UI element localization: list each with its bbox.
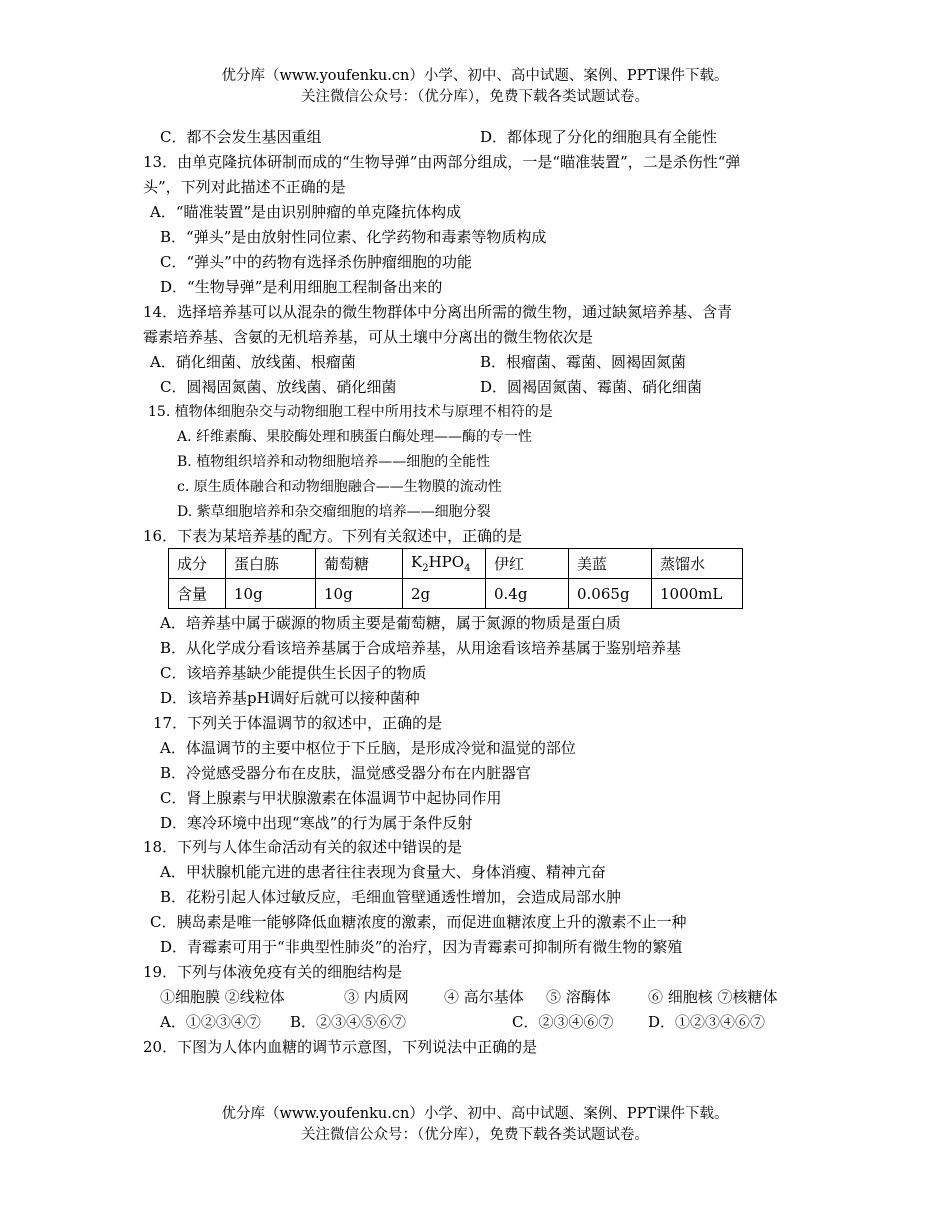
header-line-1: 优分库（www.youfenku.cn）小学、初中、高中试题、案例、PPT课件下载。	[221, 68, 729, 84]
q12-option-d: D．都体现了分化的细胞具有全能性	[480, 128, 718, 146]
q14-option-d: D．圆褐固氮菌、霉菌、硝化细菌	[480, 378, 703, 396]
q19-items-3: ④ 高尔基体	[444, 988, 524, 1006]
q19-items-4: ⑤ 溶酶体	[546, 988, 611, 1006]
q20-stem: 20．下图为人体内血糖的调节示意图，下列说法中正确的是	[143, 1038, 538, 1056]
table-cell: 葡萄糖	[316, 549, 403, 579]
q14-option-a: A．硝化细菌、放线菌、根瘤菌	[150, 353, 356, 371]
q17-option-b: B．冷觉感受器分布在皮肤，温觉感受器分布在内脏器官	[160, 764, 532, 782]
q19-items-5: ⑥ 细胞核 ⑦核糖体	[648, 988, 778, 1006]
q15-option-a: A. 纤维素酶、果胶酶处理和胰蛋白酶处理——酶的专一性	[177, 429, 533, 445]
table-cell: 10g	[226, 579, 316, 609]
table-cell: 含量	[169, 579, 226, 609]
q17-option-c: C．肾上腺素与甲状腺激素在体温调节中起协同作用	[160, 789, 502, 807]
table-cell: 0.065g	[569, 579, 652, 609]
q17-option-d: D．寒冷环境中出现“寒战”的行为属于条件反射	[160, 814, 473, 832]
q13-option-a: A．“瞄准装置”是由识别肿瘤的单克隆抗体构成	[150, 203, 462, 221]
q19-option-c: C．②③④⑥⑦	[512, 1013, 614, 1031]
table-cell: 蒸馏水	[652, 549, 743, 579]
q15-option-d: D. 紫草细胞培养和杂交瘤细胞的培养——细胞分裂	[177, 504, 491, 520]
q17-stem: 17．下列关于体温调节的叙述中，正确的是	[153, 714, 443, 732]
q19-items-2: ③ 内质网	[344, 988, 409, 1006]
q16-option-c: C．该培养基缺少能提供生长因子的物质	[160, 664, 427, 682]
q19-option-b: B．②③④⑤⑥⑦	[290, 1013, 407, 1031]
q15-stem: 15. 植物体细胞杂交与动物细胞工程中所用技术与原理不相符的是	[148, 404, 553, 420]
q12-option-c: C．都不会发生基因重组	[160, 128, 322, 146]
page-footer	[0, 1104, 950, 1146]
q19-option-a: A．①②③④⑦	[160, 1013, 261, 1031]
q16-stem: 16．下表为某培养基的配方。下列有关叙述中，正确的是	[143, 527, 523, 545]
table-cell: 2g	[403, 579, 486, 609]
culture-medium-table	[168, 548, 743, 609]
q13-option-d: D．“生物导弹”是利用细胞工程制备出来的	[160, 278, 443, 296]
q18-option-a: A．甲状腺机能亢进的患者往往表现为食量大、身体消瘦、精神亢奋	[160, 863, 606, 881]
page-header	[0, 66, 950, 108]
table-cell: 0.4g	[486, 579, 569, 609]
q16-option-d: D．该培养基pH调好后就可以接种菌种	[160, 689, 420, 707]
q18-option-b: B．花粉引起人体过敏反应，毛细血管壁通透性增加，会造成局部水肿	[160, 888, 622, 906]
table-cell-k2hpo4: $K_2HPO_4$	[403, 549, 486, 579]
header-line-2: 关注微信公众号：（优分库），免费下载各类试题试卷。	[301, 89, 649, 105]
q18-option-c: C．胰岛素是唯一能够降低血糖浓度的激素，而促进血糖浓度上升的激素不止一种	[150, 913, 687, 931]
table-cell: 美蓝	[569, 549, 652, 579]
q16-option-b: B．从化学成分看该培养基属于合成培养基，从用途看该培养基属于鉴别培养基	[160, 639, 682, 657]
q14-stem-line-2: 霉素培养基、含氨的无机培养基，可从土壤中分离出的微生物依次是	[143, 328, 594, 346]
q15-option-c: c. 原生质体融合和动物细胞融合——生物膜的流动性	[177, 479, 502, 495]
table-cell: 10g	[316, 579, 403, 609]
q14-option-c: C．圆褐固氮菌、放线菌、硝化细菌	[160, 378, 397, 396]
q16-option-a: A．培养基中属于碳源的物质主要是葡萄糖，属于氮源的物质是蛋白质	[160, 614, 621, 632]
q13-option-c: C．“弹头”中的药物有选择杀伤肿瘤细胞的功能	[160, 253, 472, 271]
table-cell: 成分	[169, 549, 226, 579]
q19-option-d: D．①②③④⑥⑦	[648, 1013, 766, 1031]
q14-stem-line-1: 14．选择培养基可以从混杂的微生物群体中分离出所需的微生物，通过缺氮培养基、含青	[143, 303, 733, 321]
q17-option-a: A．体温调节的主要中枢位于下丘脑，是形成冷觉和温觉的部位	[160, 739, 576, 757]
q14-option-b: B．根瘤菌、霉菌、圆褐固氮菌	[480, 353, 687, 371]
table-cell: 蛋白胨	[226, 549, 316, 579]
q13-stem-line-1: 13．由单克隆抗体研制而成的“生物导弹”由两部分组成，一是“瞄准装置”，二是杀伤性“弹	[143, 153, 741, 171]
q19-items-1: ①细胞膜 ②线粒体	[160, 988, 285, 1006]
footer-line-2: 关注微信公众号：（优分库），免费下载各类试题试卷。	[301, 1127, 649, 1143]
table-cell: 伊红	[486, 549, 569, 579]
q18-stem: 18．下列与人体生命活动有关的叙述中错误的是	[143, 838, 463, 856]
q18-option-d: D．青霉素可用于“非典型性肺炎”的治疗，因为青霉素可抑制所有微生物的繁殖	[160, 938, 683, 956]
q19-stem: 19．下列与体液免疫有关的细胞结构是	[143, 963, 403, 981]
q13-option-b: B．“弹头”是由放射性同位素、化学药物和毒素等物质构成	[160, 228, 547, 246]
q15-option-b: B. 植物组织培养和动物细胞培养——细胞的全能性	[177, 454, 491, 470]
footer-line-1: 优分库（www.youfenku.cn）小学、初中、高中试题、案例、PPT课件下载。	[221, 1106, 729, 1122]
table-row	[169, 579, 743, 609]
table-cell: 1000mL	[652, 579, 743, 609]
table-row	[169, 549, 743, 579]
q13-stem-line-2: 头”，下列对此描述不正确的是	[143, 178, 346, 196]
